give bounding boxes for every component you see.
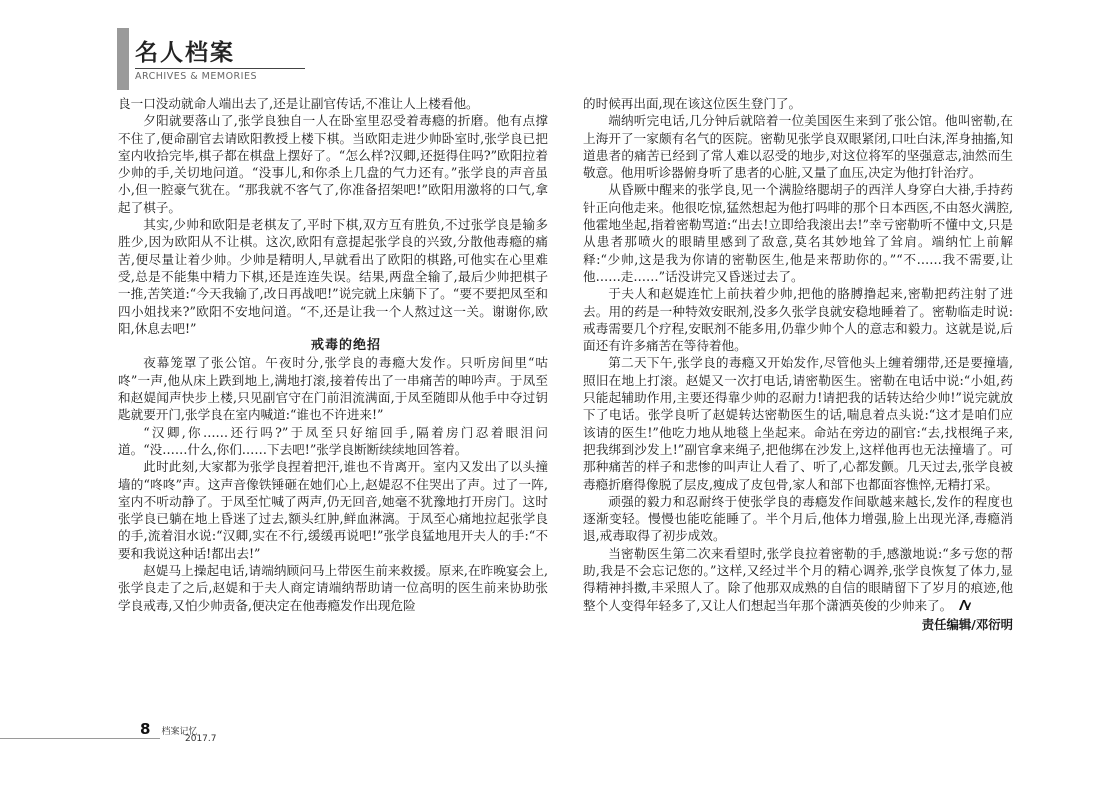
paragraph: 顽强的毅力和忍耐终于使张学良的毒瘾发作间歇越来越长,发作的程度也逐渐变轻。慢慢也能吃能睡了。半个月后,他体力增强,脸上出现光泽,毒瘾消退,戒毒取得了初步成效。	[583, 493, 1013, 544]
header-rule	[135, 68, 305, 69]
paragraph: 于夫人和赵媞连忙上前扶着少帅,把他的胳膊撸起来,密勒把药注射了进去。用的药是一种特效安眠剂,没多久张学良就安稳地睡着了。密勒临走时说:戒毒需要几个疗程,安眠剂不能多用,仍靠少帅个人的意志和毅力。这就是说,后面还有许多痛苦在等待着他。	[583, 286, 1013, 354]
paragraph: “汉卿,你……还行吗?”于凤至只好缩回手,隔着房门忍着眼泪问道。“没……什么,你们……下去吧!”张学良断断续续地回答着。	[118, 424, 548, 457]
paragraph: 其实,少帅和欧阳是老棋友了,平时下棋,双方互有胜负,不过张学良是输多胜少,因为欧阳从不让棋。这次,欧阳有意提起张学良的兴致,分散他毒瘾的痛苦,便尽量让着少帅。少帅是精明人,早就看出了欧阳的棋路,可他实在心里难受,总是不能集中精力下棋,还是连连失误。结果,两盘全输了,最后少帅把棋子一推,苦笑道:“今天我输了,改日再战吧!”说完就上床躺下了。“要不要把凤至和四小姐找来?”欧阳不安地问道。“不,还是让我一个人熬过这一关。谢谢你,欧阳,休息去吧!”	[118, 217, 548, 336]
paragraph-final	[583, 545, 1013, 614]
issue-date: 2017.7	[185, 734, 217, 744]
right-column	[583, 95, 1013, 633]
editor-credit: 责任编辑/邓衍明	[921, 616, 1013, 632]
paragraph: 此时此刻,大家都为张学良捏着把汗,谁也不肯离开。室内又发出了以头撞墙的“咚咚”声。这声音像铁锤砸在她们心上,赵媞忍不住哭出了声。过了一阵,室内不听动静了。于凤至忙喊了两声,仍无回音,她毫不犹豫地打开房门。这时张学良已躺在地上昏迷了过去,额头红肿,鲜血淋漓。于凤至心痛地拉起张学良的手,流着泪水说:“汉卿,实在不行,缓缓再说吧!”张学良猛地甩开夫人的手:“不要和我说这种话!都出去!”	[118, 459, 548, 561]
section-heading: 戒毒的绝招	[310, 338, 381, 354]
paragraph: 的时候再出面,现在该这位医生登门了。	[583, 96, 802, 111]
paragraph: 良一口没动就命人端出去了,还是让副官传话,不准让人上楼看他。	[118, 96, 479, 111]
left-column	[118, 95, 548, 614]
column-title: 名人档案	[135, 39, 235, 66]
paragraph: 从昏厥中醒来的张学良,见一个满脸络腮胡子的西洋人身穿白大褂,手持药针正向他走来。他很吃惊,猛然想起为他打吗啡的那个日本西医,不由怒火满腔,他霍地坐起,指着密勒骂道:“出去!立即给我滚出去!”幸亏密勒听不懂中文,只是从患者那喷火的眼睛里感到了敌意,莫名其妙地耸了耸肩。端纳忙上前解释:“少帅,这是我为你请的密勒医生,他是来帮助你的。”“不……我不需要,让他……走……”话没讲完又昏迷过去了。	[583, 182, 1013, 284]
footer-rule	[0, 738, 160, 739]
paragraph: 端纳听完电话,几分钟后就陪着一位美国医生来到了张公馆。他叫密勒,在上海开了一家颇有名气的医院。密勒见张学良双眼紧闭,口吐白沫,浑身抽搐,知道患者的痛苦已经到了常人难以忍受的地步,对这位将军的坚强意志,油然而生敬意。他用听诊器俯身听了患者的心脏,又量了血压,决定为他打针治疗。	[583, 113, 1013, 181]
paragraph: 赵媞马上操起电话,请端纳顾问马上带医生前来救援。原来,在昨晚宴会上,张学良走了之后,赵媞和于夫人商定请端纳帮助请一位高明的医生前来协助张学良戒毒,又怕少帅责备,便决定在他毒瘾发作出现危险	[118, 563, 548, 613]
header-accent-bar	[117, 28, 129, 90]
final-paragraph-text: 当密勒医生第二次来看望时,张学良拉着密勒的手,感激地说:“多亏您的帮助,我是不会忘记您的。”这样,又经过半个月的精心调养,张学良恢复了体力,显得精神抖擞,丰采照人了。除了他那双成熟的自信的眼睛留下了岁月的痕迹,他整个人变得年轻多了,又让人们想起当年那个潇洒英俊的少帅来了。	[583, 545, 1013, 613]
column-subtitle: ARCHIVES & MEMORIES	[135, 71, 257, 82]
paragraph: 第二天下午,张学良的毒瘾又开始发作,尽管他头上缠着绷带,还是要撞墙,照旧在地上打滚。赵媞又一次打电话,请密勒医生。密勒在电话中说:“小姐,药只能起辅助作用,主要还得靠少帅的忍耐力!请把我的话转达给少帅!”说完就放下了电话。张学良听了赵媞转达密勒医生的话,喘息着点头说:“这才是咱们应该请的医生!”他吃力地从地毯上坐起来。命站在旁边的副官:“去,找根绳子来,把我绑到沙发上!”副官拿来绳子,把他绑在沙发上,这样他再也无法撞墙了。可那种痛苦的样子和悲惨的叫声让人看了、听了,心都发颤。几天过去,张学良被毒瘾折磨得像脱了层皮,瘦成了皮包骨,家人和部下也都面容憔悴,无精打采。	[583, 355, 1013, 492]
magazine-name: 档案记忆	[161, 727, 198, 737]
paragraph: 夜幕笼罩了张公馆。午夜时分,张学良的毒瘾大发作。只听房间里“咕咚”一声,他从床上跌到地上,满地打滚,接着传出了一串痛苦的呻吟声。于凤至和赵媞闻声快步上楼,只见副官守在门前泪流满面,于凤至随即从他手中夺过钥匙就要开门,张学良在室内喊道:“谁也不许进来!”	[118, 355, 548, 423]
column-header	[135, 40, 305, 82]
paragraph: 夕阳就要落山了,张学良独自一人在卧室里忍受着毒瘾的折磨。他有点撑不住了,便命副官去请欧阳教授上楼下棋。当欧阳走进少帅卧室时,张学良已把室内收拾完毕,棋子都在棋盘上摆好了。“怎么样?汉卿,还挺得住吗?”欧阳拉着少帅的手,关切地问道。“没事儿,和你杀上几盘的气力还有。”张学良的声音虽小,但一腔豪气犹在。“那我就不客气了,你准备招架吧!”欧阳用激将的口气,拿起了棋子。	[118, 113, 548, 215]
page-number: 8	[140, 720, 151, 738]
end-mark-icon	[958, 599, 972, 611]
